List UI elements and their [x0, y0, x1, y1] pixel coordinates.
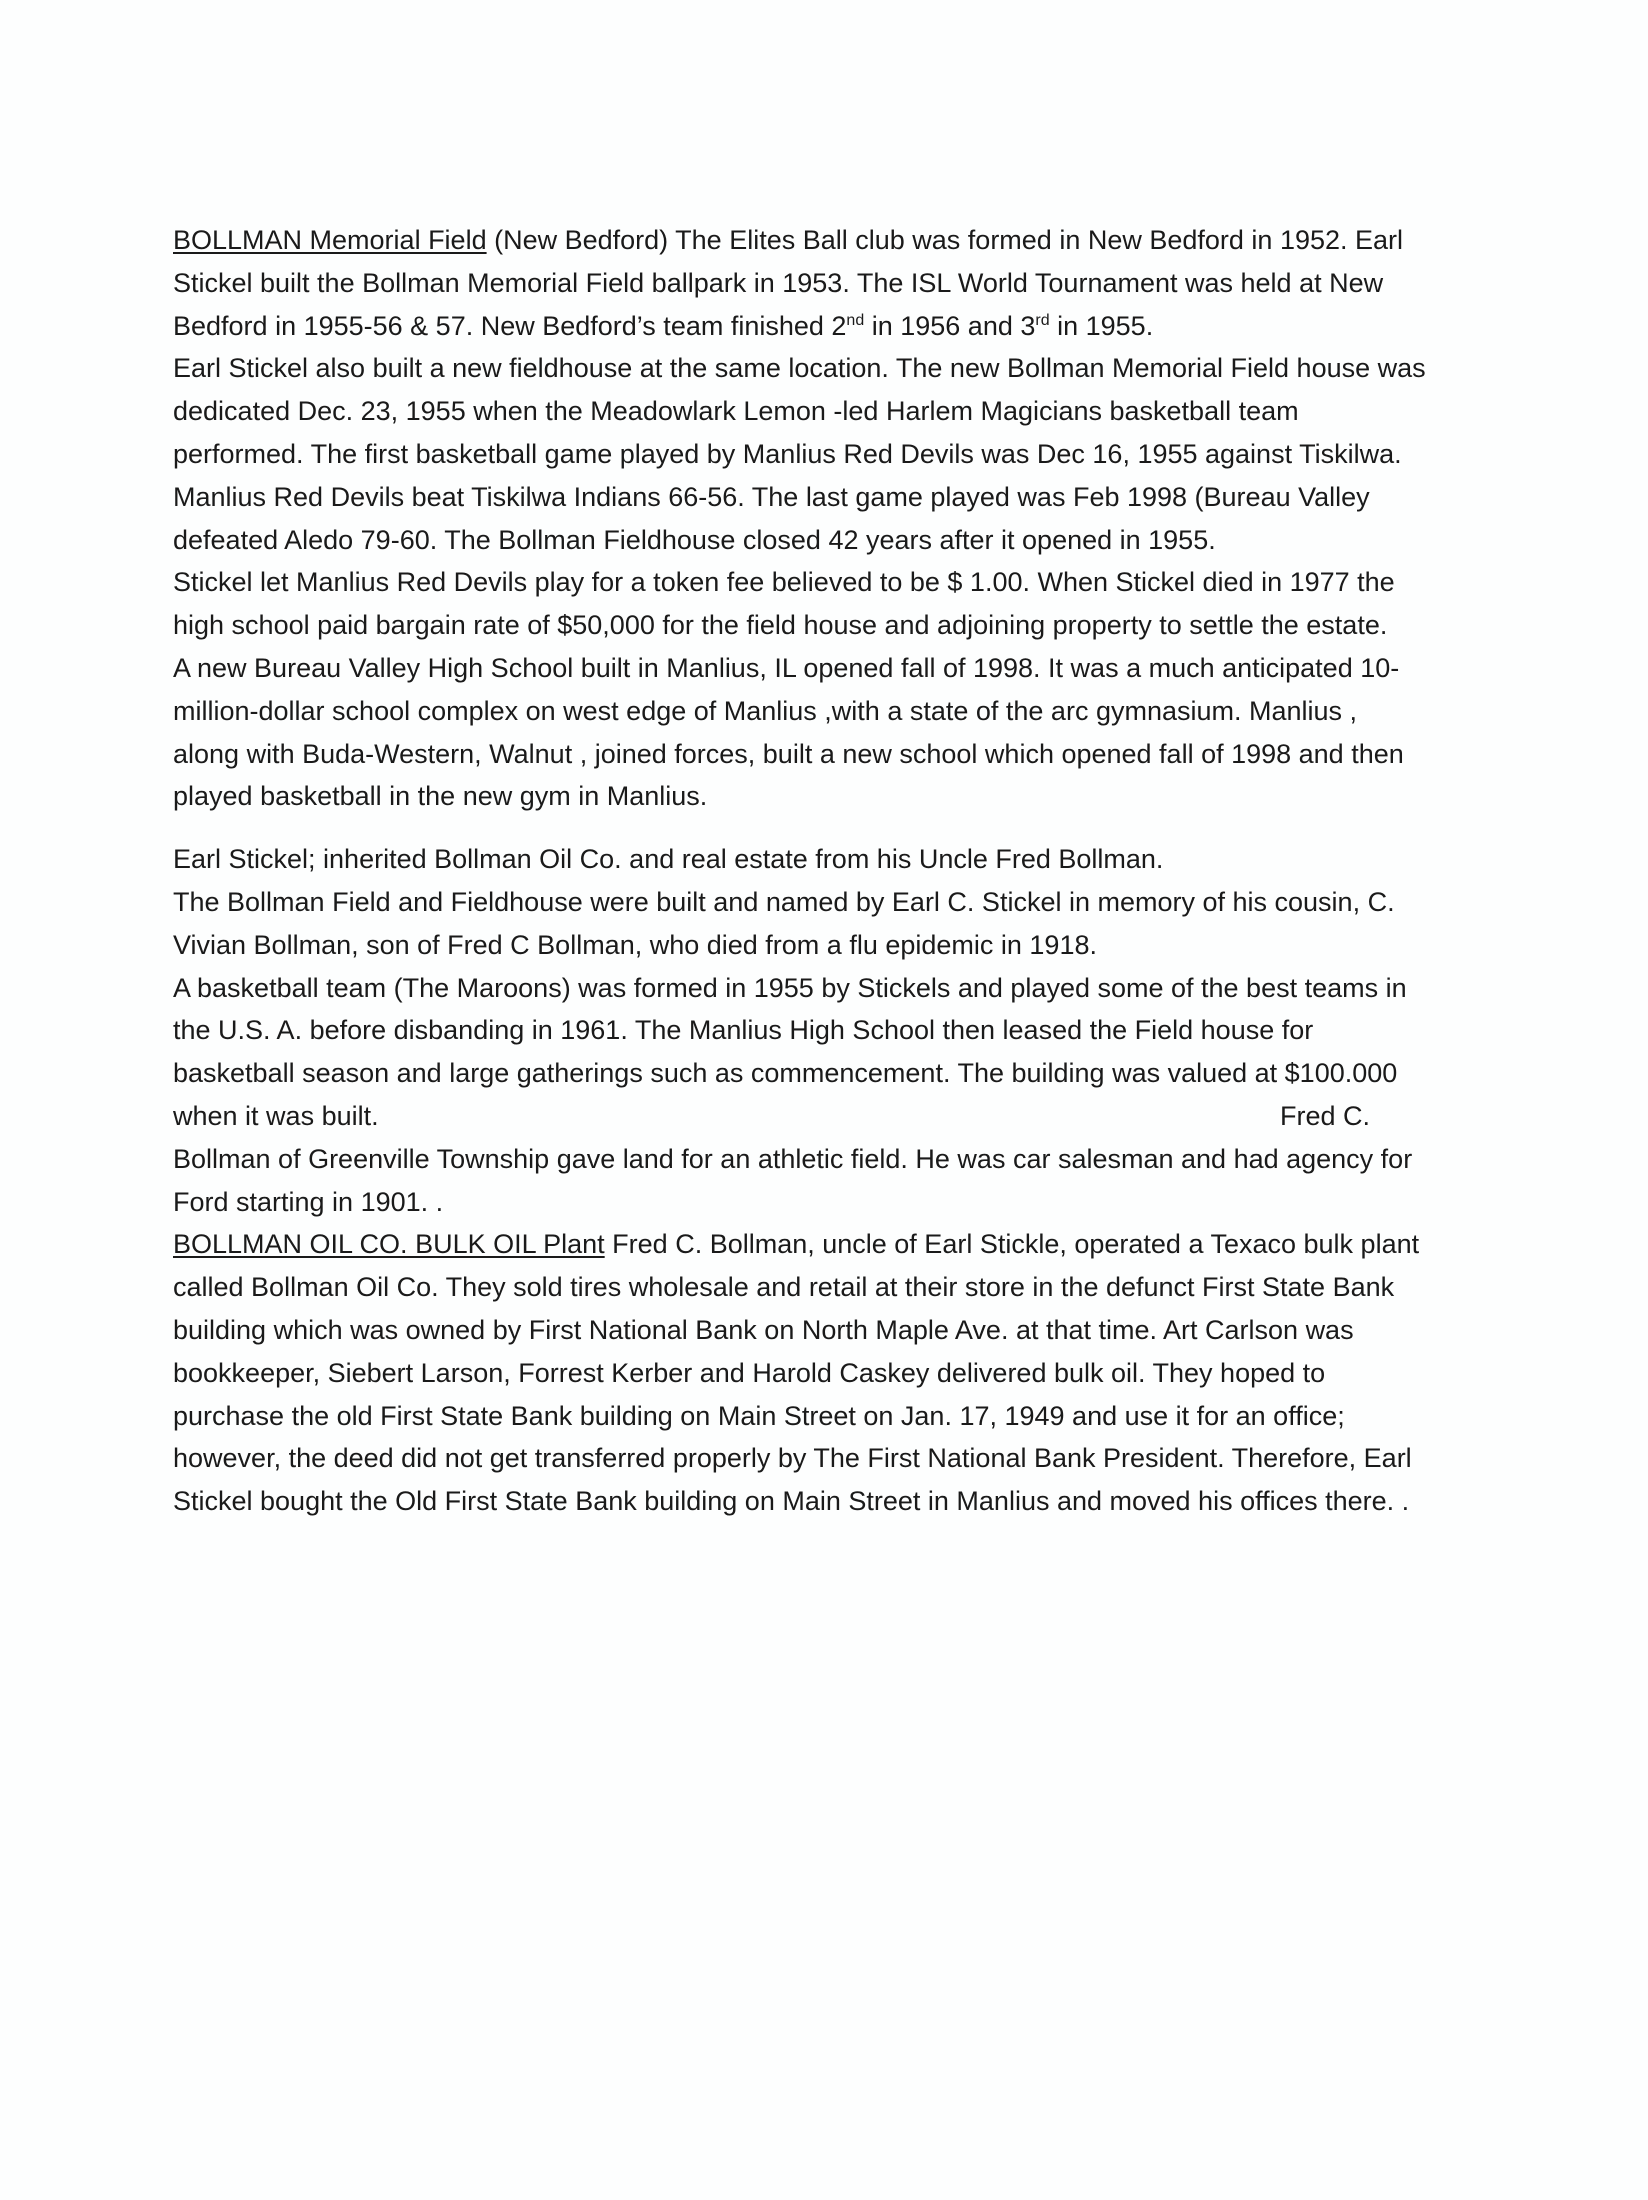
section-heading: BOLLMAN OIL CO. BULK OIL Plant [173, 1229, 605, 1260]
paragraph-line: Stickel bought the Old First State Bank building on Main Street in Manlius and moved his offices there. . [173, 1486, 1410, 1517]
paragraph-line: however, the deed did not get transferred properly by The First National Bank President. Therefore, Earl [173, 1443, 1412, 1474]
paragraph-line [173, 1095, 1463, 1138]
paragraph-line: performed. The first basketball game played by Manlius Red Devils was Dec 16, 1955 against Tiskilwa. [173, 438, 1402, 469]
paragraph-line: A basketball team (The Maroons) was formed in 1955 by Stickels and played some of the best teams in [173, 972, 1407, 1003]
paragraph-line: Stickel built the Bollman Memorial Field ballpark in 1953. The ISL World Tournament was held at New [173, 267, 1384, 298]
paragraph-line [173, 1223, 1463, 1266]
paragraph-line: Manlius Red Devils beat Tiskilwa Indians 66-56. The last game played was Feb 1998 (Bureau Valley [173, 481, 1370, 512]
text-run-right: Fred C. [1280, 1100, 1371, 1131]
text-run: in 1956 and 3 [864, 310, 1036, 341]
superscript: rd [1035, 311, 1050, 329]
text-run: (New Bedford) The Elites Ball club was formed in New Bedford in 1952. Earl [486, 225, 1404, 255]
paragraph-line: dedicated Dec. 23, 1955 when the Meadowlark Lemon -led Harlem Magicians basketball team [173, 396, 1299, 427]
paragraph-gap [173, 818, 1463, 838]
text-run: when it was built. [173, 1100, 379, 1131]
paragraph-line: called Bollman Oil Co. They sold tires wholesale and retail at their store in the defunct First State Bank [173, 1272, 1395, 1303]
paragraph-line: bookkeeper, Siebert Larson, Forrest Kerber and Harold Caskey delivered bulk oil. They hoped to [173, 1357, 1326, 1388]
superscript: nd [846, 311, 865, 329]
paragraph-line: high school paid bargain rate of $50,000 for the field house and adjoining property to settle the estate. [173, 610, 1388, 641]
section-heading: BOLLMAN Memorial Field [173, 225, 487, 255]
text-run: in 1955. [1049, 310, 1154, 341]
paragraph-line: Vivian Bollman, son of Fred C Bollman, who died from a flu epidemic in 1918. [173, 929, 1097, 960]
text-run: Fred C. Bollman, uncle of Earl Stickle, operated a Texaco bulk plant [604, 1229, 1420, 1260]
paragraph-line: along with Buda-Western, Walnut , joined forces, built a new school which opened fall of 1998 and then [173, 738, 1404, 769]
paragraph-line: A new Bureau Valley High School built in Manlius, IL opened fall of 1998. It was a much anticipated 10- [173, 652, 1400, 683]
paragraph-line: The Bollman Field and Fieldhouse were built and named by Earl C. Stickel in memory of his cousin, C. [173, 886, 1395, 917]
paragraph-line: Earl Stickel; inherited Bollman Oil Co. and real estate from his Uncle Fred Bollman. [173, 844, 1164, 875]
paragraph-line: Bollman of Greenville Township gave land for an athletic field. He was car salesman and had agency for [173, 1143, 1413, 1174]
paragraph-line: purchase the old First State Bank building on Main Street on Jan. 17, 1949 and use it for an office; [173, 1400, 1345, 1431]
text-run: Bedford in 1955-56 & 57. New Bedford’s team finished 2 [173, 310, 847, 341]
paragraph-line: basketball season and large gatherings such as commencement. The building was valued at $100.000 [173, 1058, 1398, 1089]
paragraph-line: played basketball in the new gym in Manlius. [173, 781, 708, 812]
paragraph-line: million-dollar school complex on west edge of Manlius ,with a state of the arc gymnasium. Manlius , [173, 695, 1358, 726]
paragraph-line: Ford starting in 1901. . [173, 1186, 444, 1217]
paragraph-line: defeated Aledo 79-60. The Bollman Fieldhouse closed 42 years after it opened in 1955. [173, 524, 1216, 555]
paragraph-line: building which was owned by First National Bank on North Maple Ave. at that time. Art Carlson was [173, 1314, 1354, 1345]
paragraph-line [173, 219, 1463, 262]
paragraph-line [173, 305, 1463, 348]
paragraph-line: Earl Stickel also built a new fieldhouse at the same location. The new Bollman Memorial Field house was [173, 353, 1426, 384]
paragraph-line: the U.S. A. before disbanding in 1961. The Manlius High School then leased the Field house for [173, 1015, 1314, 1046]
paragraph-line: Stickel let Manlius Red Devils play for a token fee believed to be $ 1.00. When Stickel died in 1977 the [173, 567, 1395, 598]
document-body [173, 219, 1463, 1523]
